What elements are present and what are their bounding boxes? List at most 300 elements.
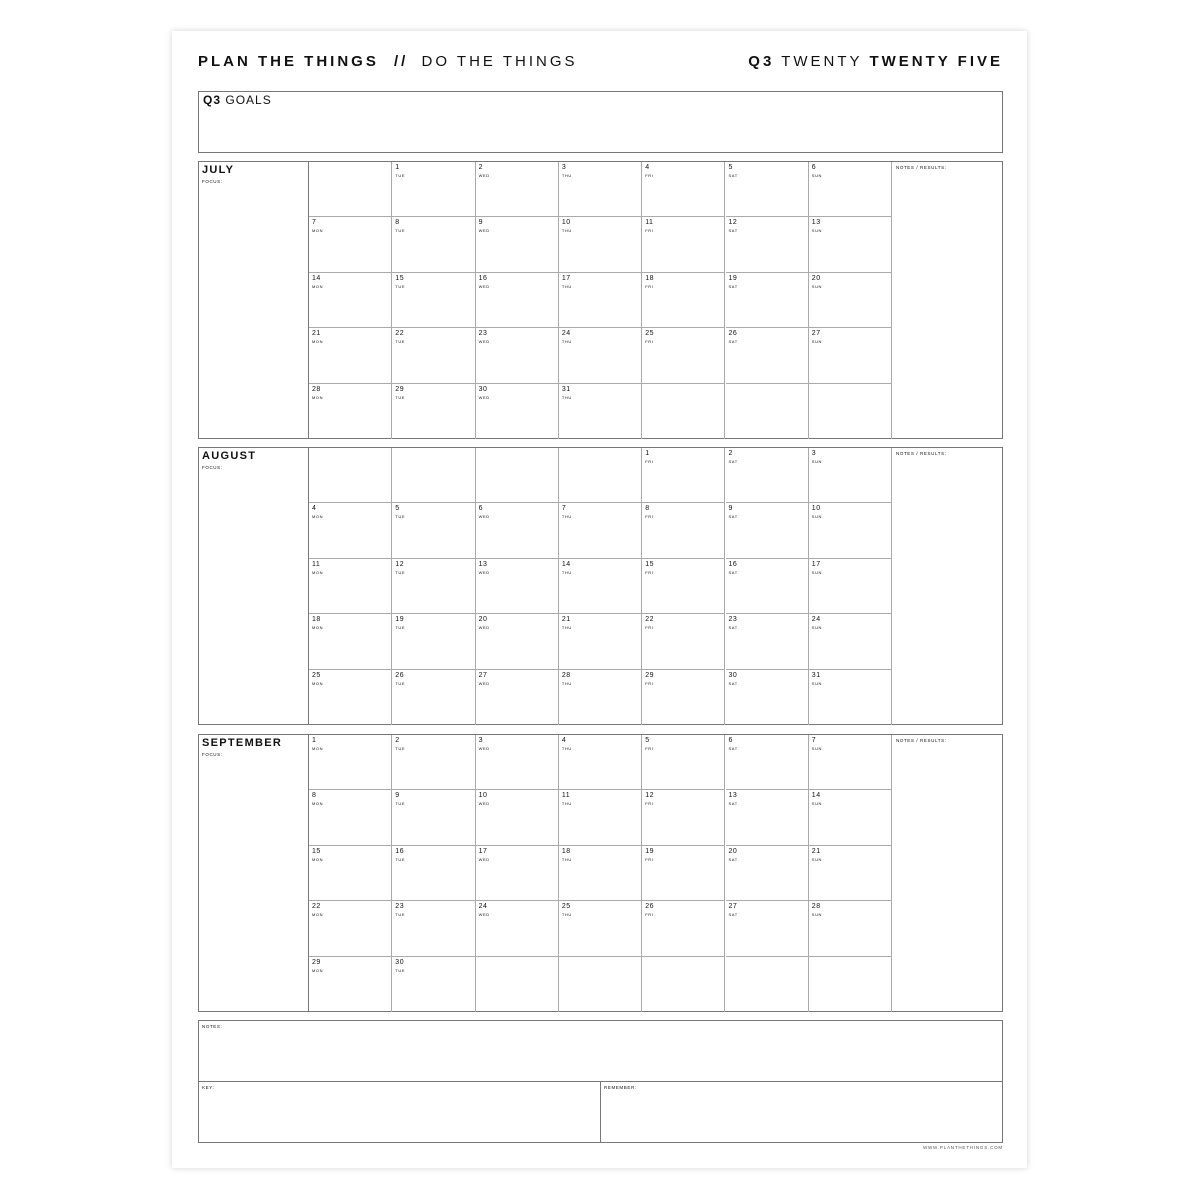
weekday-label: TUE: [395, 625, 406, 631]
day-number: 26: [395, 671, 405, 679]
weekday-label: FRI: [645, 228, 654, 234]
day-cell: [642, 614, 725, 669]
day-cell: [309, 503, 392, 558]
planner-title: [198, 53, 578, 70]
day-number: 24: [811, 616, 821, 624]
day-number: 27: [728, 903, 738, 911]
day-number: 10: [561, 219, 571, 227]
day-cell: [559, 901, 642, 956]
day-number: 13: [728, 792, 738, 800]
day-number: 19: [645, 847, 654, 855]
weekday-label: WED: [478, 339, 490, 345]
day-number: 24: [478, 903, 488, 911]
day-cell: [392, 670, 475, 725]
focus-label: FOCUS:: [202, 465, 223, 470]
day-cell: [559, 735, 642, 790]
day-cell: [392, 328, 475, 383]
day-number: 30: [478, 385, 488, 393]
key-remember-divider: [600, 1081, 601, 1143]
day-number: 14: [811, 792, 821, 800]
weekday-label: THU: [561, 801, 572, 807]
day-number: 10: [811, 505, 821, 513]
day-number: 17: [561, 274, 571, 282]
day-number: 12: [645, 792, 654, 800]
goals-text: GOALS: [225, 93, 272, 107]
weekday-label: FRI: [645, 680, 654, 686]
day-cell: [809, 328, 892, 383]
weekday-label: WED: [478, 228, 490, 234]
day-cell: [642, 790, 725, 845]
day-number: 21: [312, 330, 321, 338]
day-cell: [809, 901, 892, 956]
notes-results-label: NOTES / RESULTS:: [896, 165, 947, 170]
weekday-label: SAT: [728, 459, 738, 464]
day-number: 28: [811, 903, 821, 911]
day-number: 16: [478, 274, 488, 282]
day-cell: [309, 217, 392, 272]
day-cell: [642, 448, 725, 503]
day-number: 5: [728, 164, 733, 171]
weekday-label: SAT: [728, 569, 738, 575]
day-cell: [726, 846, 809, 901]
notes-section: [198, 1020, 1003, 1143]
weekday-label: MON: [312, 394, 324, 400]
day-number: 29: [395, 385, 405, 393]
day-number: 27: [478, 671, 488, 679]
day-number: 17: [811, 560, 821, 568]
weekday-label: FRI: [645, 173, 654, 178]
day-number: 15: [395, 274, 405, 282]
day-cell: [392, 503, 475, 558]
weekday-label: SAT: [728, 625, 738, 631]
day-cell: [726, 790, 809, 845]
day-cell: [392, 901, 475, 956]
weekday-label: SUN: [811, 856, 823, 862]
goals-quarter: Q3: [203, 93, 222, 107]
weekday-label: WED: [478, 625, 490, 631]
day-cell: [726, 503, 809, 558]
weekday-label: FRI: [645, 746, 654, 751]
weekday-label: SUN: [811, 801, 823, 807]
weekday-label: SAT: [728, 912, 738, 918]
day-number: 6: [811, 164, 817, 171]
day-cell: [392, 957, 475, 1012]
day-cell: [559, 384, 642, 439]
weekday-label: MON: [312, 680, 324, 686]
day-number: 23: [728, 616, 738, 624]
weekday-label: SUN: [811, 459, 823, 464]
year-light: TWENTY: [781, 53, 863, 70]
day-cell: [392, 384, 475, 439]
weekday-label: THU: [561, 394, 572, 400]
day-cell: [726, 735, 809, 790]
day-number: 4: [561, 737, 567, 744]
day-number: 4: [645, 164, 650, 171]
weekday-label: TUE: [395, 912, 406, 918]
weekday-label: SUN: [811, 339, 823, 345]
quarter-label: Q3: [748, 53, 775, 70]
weekday-label: MON: [312, 856, 324, 862]
day-number: 9: [395, 792, 400, 800]
weekday-label: WED: [478, 283, 490, 289]
weekday-label: THU: [561, 339, 572, 345]
day-cell: [642, 162, 725, 217]
weekday-label: THU: [561, 912, 572, 918]
weekday-label: SUN: [811, 173, 823, 178]
planner-sheet: [172, 31, 1027, 1168]
day-number: 26: [728, 330, 738, 338]
weekday-label: FRI: [645, 459, 654, 464]
day-cell: [809, 559, 892, 614]
weekday-label: WED: [478, 856, 490, 862]
title-bold: PLAN THE THINGS: [198, 53, 379, 70]
day-number: 25: [645, 330, 654, 338]
weekday-label: SUN: [811, 912, 823, 918]
weekday-label: SUN: [811, 625, 823, 631]
weekday-label: THU: [561, 625, 572, 631]
day-cell: [309, 790, 392, 845]
day-number: 18: [312, 616, 321, 624]
month-block: [198, 161, 1003, 439]
day-cell: [476, 559, 559, 614]
weekday-label: TUE: [395, 746, 406, 751]
day-number: 25: [561, 903, 571, 911]
day-number: 11: [561, 792, 571, 800]
day-number: 2: [395, 737, 400, 744]
weekday-label: FRI: [645, 283, 654, 289]
title-light: DO THE THINGS: [421, 53, 578, 70]
weekday-label: WED: [478, 394, 490, 400]
month-name: AUGUST: [202, 450, 257, 462]
day-number: 16: [728, 560, 738, 568]
day-cell: [309, 901, 392, 956]
weekday-label: THU: [561, 746, 572, 751]
day-number: 15: [312, 847, 321, 855]
day-number: 16: [395, 847, 405, 855]
day-cell: [809, 503, 892, 558]
weekday-label: WED: [478, 746, 490, 751]
day-cell: [392, 735, 475, 790]
day-cell: [476, 162, 559, 217]
weekday-label: THU: [561, 569, 572, 575]
day-cell: [809, 448, 892, 503]
weekday-label: TUE: [395, 514, 406, 520]
weekday-label: FRI: [645, 625, 654, 631]
focus-label: FOCUS:: [202, 752, 223, 757]
weekday-label: TUE: [395, 569, 406, 575]
day-cell: [642, 328, 725, 383]
day-cell: [642, 670, 725, 725]
weekday-label: FRI: [645, 514, 654, 520]
day-cell: [309, 957, 392, 1012]
day-number: 2: [728, 450, 733, 457]
weekday-label: THU: [561, 173, 572, 178]
day-number: 14: [312, 274, 321, 282]
day-number: 31: [561, 385, 571, 393]
day-cell: [726, 901, 809, 956]
day-cell: [726, 559, 809, 614]
day-cell: [392, 448, 475, 503]
weekday-label: FRI: [645, 569, 654, 575]
day-number: 17: [478, 847, 488, 855]
weekday-label: SAT: [728, 173, 738, 178]
day-number: 28: [561, 671, 571, 679]
weekday-label: SUN: [811, 569, 823, 575]
day-number: 22: [645, 616, 654, 624]
day-cell: [559, 162, 642, 217]
day-cell: [476, 328, 559, 383]
day-number: 23: [395, 903, 405, 911]
day-number: 29: [645, 671, 654, 679]
day-number: 25: [312, 671, 321, 679]
day-number: 20: [728, 847, 738, 855]
focus-label: FOCUS:: [202, 179, 223, 184]
day-number: 8: [312, 792, 317, 800]
weekday-label: SUN: [811, 228, 823, 234]
weekday-label: WED: [478, 801, 490, 807]
day-cell: [476, 448, 559, 503]
day-number: 22: [312, 903, 321, 911]
day-number: 30: [728, 671, 738, 679]
remember-label: REMEMBER:: [604, 1085, 637, 1090]
weekday-label: WED: [478, 912, 490, 918]
weekday-label: SAT: [728, 514, 738, 520]
day-cell: [559, 670, 642, 725]
weekday-label: TUE: [395, 856, 406, 862]
day-number: 13: [811, 219, 821, 227]
day-cell: [309, 559, 392, 614]
day-number: 5: [395, 505, 400, 513]
day-cell: [476, 503, 559, 558]
weekday-label: TUE: [395, 967, 406, 973]
weekday-label: WED: [478, 514, 490, 520]
day-cell: [476, 614, 559, 669]
weekday-label: FRI: [645, 856, 654, 862]
day-number: 3: [561, 164, 567, 171]
day-cell: [642, 957, 725, 1012]
day-grid: [309, 448, 892, 724]
month-block: [198, 734, 1003, 1012]
day-cell: [392, 846, 475, 901]
title-separator: //: [394, 53, 409, 70]
day-number: 19: [395, 616, 405, 624]
day-number: 14: [561, 560, 571, 568]
month-sidebar: [199, 448, 309, 724]
day-cell: [392, 559, 475, 614]
day-number: 19: [728, 274, 738, 282]
weekday-label: MON: [312, 569, 324, 575]
day-number: 18: [561, 847, 571, 855]
day-cell: [559, 790, 642, 845]
day-cell: [726, 273, 809, 328]
day-number: 20: [478, 616, 488, 624]
day-number: 21: [811, 847, 821, 855]
day-number: 27: [811, 330, 821, 338]
month-name: JULY: [202, 164, 235, 176]
day-cell: [309, 384, 392, 439]
day-cell: [559, 273, 642, 328]
day-number: 1: [395, 164, 400, 171]
weekday-label: MON: [312, 625, 324, 631]
day-cell: [309, 328, 392, 383]
day-cell: [642, 384, 725, 439]
day-cell: [726, 384, 809, 439]
day-cell: [392, 162, 475, 217]
day-cell: [392, 217, 475, 272]
day-cell: [476, 901, 559, 956]
day-number: 5: [645, 737, 650, 744]
weekday-label: TUE: [395, 173, 406, 178]
weekday-label: MON: [312, 514, 324, 520]
day-number: 23: [478, 330, 488, 338]
notes-label: NOTES:: [202, 1024, 223, 1029]
day-number: 9: [728, 505, 733, 513]
day-cell: [809, 162, 892, 217]
day-cell: [809, 735, 892, 790]
day-number: 18: [645, 274, 654, 282]
weekday-label: WED: [478, 680, 490, 686]
weekday-label: SAT: [728, 283, 738, 289]
weekday-label: MON: [312, 912, 324, 918]
day-number: 10: [478, 792, 488, 800]
day-cell: [476, 384, 559, 439]
weekday-label: SAT: [728, 801, 738, 807]
day-number: 6: [478, 505, 483, 513]
weekday-label: TUE: [395, 680, 406, 686]
weekday-label: TUE: [395, 228, 406, 234]
day-cell: [559, 448, 642, 503]
day-cell: [642, 217, 725, 272]
weekday-label: SAT: [728, 680, 738, 686]
weekday-label: THU: [561, 856, 572, 862]
day-number: 21: [561, 616, 571, 624]
day-cell: [726, 957, 809, 1012]
day-cell: [559, 846, 642, 901]
day-cell: [726, 217, 809, 272]
day-number: 11: [645, 219, 654, 227]
day-number: 30: [395, 958, 405, 966]
day-number: 22: [395, 330, 405, 338]
weekday-label: TUE: [395, 801, 406, 807]
month-sidebar: [199, 162, 309, 438]
notes-results-label: NOTES / RESULTS:: [896, 451, 947, 456]
footer-url: WWW.PLANTHETHINGS.COM: [922, 1145, 1003, 1150]
day-cell: [476, 217, 559, 272]
day-number: 7: [561, 505, 567, 513]
goals-box: [198, 91, 1003, 153]
weekday-label: SUN: [811, 680, 823, 686]
day-number: 13: [478, 560, 488, 568]
day-number: 2: [478, 164, 483, 171]
day-number: 20: [811, 274, 821, 282]
day-cell: [309, 273, 392, 328]
weekday-label: MON: [312, 967, 324, 973]
day-cell: [809, 273, 892, 328]
day-cell: [309, 448, 392, 503]
weekday-label: FRI: [645, 912, 654, 918]
day-cell: [642, 559, 725, 614]
day-cell: [309, 670, 392, 725]
day-cell: [559, 328, 642, 383]
weekday-label: MON: [312, 283, 324, 289]
day-number: 7: [811, 737, 817, 744]
weekday-label: MON: [312, 228, 324, 234]
day-number: 28: [312, 385, 321, 393]
day-number: 1: [312, 737, 317, 744]
weekday-label: THU: [561, 283, 572, 289]
day-cell: [809, 217, 892, 272]
day-cell: [559, 217, 642, 272]
day-cell: [809, 846, 892, 901]
day-cell: [476, 846, 559, 901]
weekday-label: FRI: [645, 339, 654, 345]
day-number: 4: [312, 505, 317, 513]
notes-results-label: NOTES / RESULTS:: [896, 738, 947, 743]
day-cell: [559, 614, 642, 669]
weekday-label: FRI: [645, 801, 654, 807]
day-number: 8: [395, 219, 400, 227]
weekday-label: MON: [312, 801, 324, 807]
goals-label: [203, 93, 272, 107]
weekday-label: TUE: [395, 339, 406, 345]
weekday-label: MON: [312, 746, 324, 751]
day-number: 11: [312, 560, 321, 568]
day-cell: [476, 670, 559, 725]
day-grid: [309, 162, 892, 438]
weekday-label: SAT: [728, 856, 738, 862]
day-number: 6: [728, 737, 733, 744]
month-sidebar: [199, 735, 309, 1011]
day-cell: [642, 901, 725, 956]
weekday-label: WED: [478, 569, 490, 575]
day-cell: [476, 790, 559, 845]
weekday-label: SAT: [728, 339, 738, 345]
month-block: [198, 447, 1003, 725]
day-cell: [726, 670, 809, 725]
day-cell: [809, 957, 892, 1012]
day-cell: [726, 448, 809, 503]
weekday-label: THU: [561, 228, 572, 234]
day-cell: [559, 559, 642, 614]
day-cell: [559, 957, 642, 1012]
day-cell: [726, 614, 809, 669]
day-cell: [642, 735, 725, 790]
day-number: 15: [645, 560, 654, 568]
weekday-label: SUN: [811, 283, 823, 289]
weekday-label: MON: [312, 339, 324, 345]
day-cell: [392, 614, 475, 669]
day-number: 12: [395, 560, 405, 568]
day-cell: [476, 735, 559, 790]
day-cell: [642, 503, 725, 558]
day-cell: [726, 162, 809, 217]
weekday-label: THU: [561, 514, 572, 520]
weekday-label: WED: [478, 173, 490, 178]
day-cell: [309, 162, 392, 217]
day-number: 8: [645, 505, 650, 513]
day-cell: [642, 846, 725, 901]
day-cell: [476, 273, 559, 328]
day-number: 24: [561, 330, 571, 338]
day-cell: [809, 384, 892, 439]
day-number: 7: [312, 219, 317, 227]
weekday-label: TUE: [395, 394, 406, 400]
day-cell: [809, 790, 892, 845]
weekday-label: SAT: [728, 746, 738, 751]
day-cell: [809, 670, 892, 725]
day-number: 3: [811, 450, 817, 457]
day-number: 3: [478, 737, 483, 744]
